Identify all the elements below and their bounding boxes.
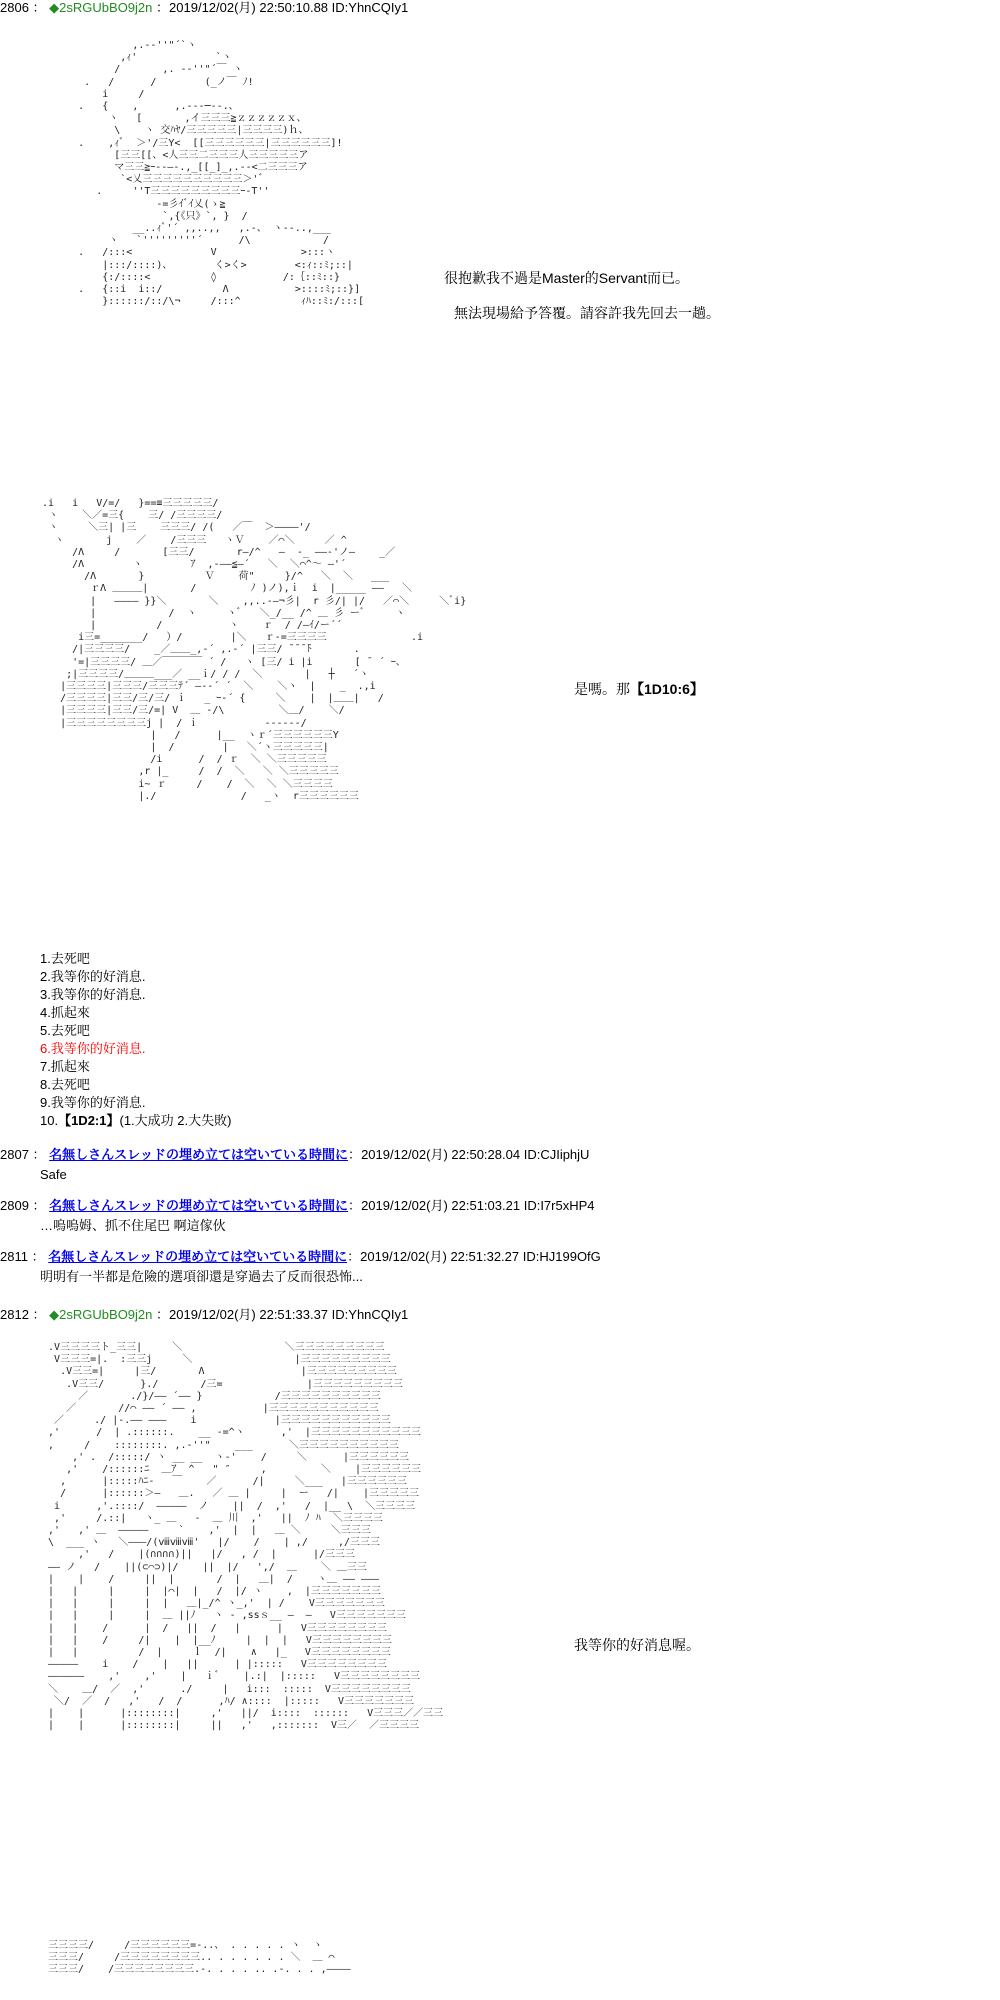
choice-item-selected: 6.我等你的好消息.: [40, 1041, 146, 1056]
post-date: 2019/12/02(月) 22:51:03.21: [361, 1198, 521, 1213]
post-id: ID:HJ199OfG: [522, 1249, 601, 1264]
post-number: 2811: [0, 1249, 28, 1264]
ascii-art-monster: .V三三三三ト_三三| ＼ ＼三三三三三三三三三 V三三三=|. :三三j ＼ |三三三三三三三三三 .V三三=| |三/ Λ |三三三三三三三三三 .V三三/ }./ /三= |三三三三三三三三三 ／ ./}/―― ´―― } /三三三三三三三三三三 ／ //⌒ ―― ´ ―― , |三三三三三三三三三三三 ／ ./ |-.―― ――― i |三三三三三三三三三三三 ,' / | .::::::. __ -=^ヽ ,' |三三三三三三三三三三三 , / ::::::::. ,.-''" ___ ＼三三三三三三三三三三 ,' . /:::::/ ヽ __ __ ヽ‐' / ＼ |三三三三三三 ,' /::::::ﾆ ＿ｱ ^ " ″ , ＼ |三三三三三三 , |:::::ﾊﾆ- ￣ ／ /| ＼___ |三三三三三三 / |::::::＞― ＿. ／ ＿ | | ー /| |三三三三三 i ,'.::::/ ――――― ノ || / ,' / |__ \ ＼三三三三 ,' /.::| ヽ_ ＿ - ＿ 川 ,' || ﾉ ﾊ ＼三三三三 ,' ,' ＿ ――――― ` ,' | | ＿ ＼ ＼三三三 \ ___ ヽ ＼―――/(ⅷⅷⅷ' |/ / | ,/ ,/三三三 ,' / |(∩∩∩∩)|| |/ , / | |/三三三 ―― ノ / ||(⊂⌒⊃)|/ || |/ ',/ ＿ ＼ ＿三三 | | / || | / | ＿| / ヽ＿ ―― ――― | | | | |⌒| | / |/ ヽ , |三三三三三三三 | | | | | ＿|_/^ ヽ_,' | / V三三三三三三三 | | | | ＿ ||ﾉ ヽ ‐ ,ssｓ__ ― ― V三三三三三三三 | | / | / || / | | V三三三三三三三三 | | / /| | |__ﾉ | | | V三三三三三三三三 | | / | ｌ /| ∧ |_ V三三三三三三三三 ――――― i / | || | |::::: V三三三三三三三三 ―――――― ,' ,' | ｉﾞ |.:| |::::: V三三三三三三三三 ＼ ＿/ ／ ,' ./ | i::: ::::: V三三三三三三三三 ＼/ ／ / ,' / / ,ﾊ/ ∧:::: |::::: V三三三三三三三 | | |::::::::| ,' ||/ i:::: :::::: V三三三／／三三 | | |::::::::| || ,' ,::::::: V三／ ／三三三三: [48, 1342, 444, 1732]
post-number: 2807: [0, 1147, 29, 1162]
poster-name-link[interactable]: 名無しさんスレッドの埋め立ては空いている時間に: [49, 1198, 349, 1213]
choice-list: [40, 950, 231, 1130]
post-id: ID:I7r5xHP4: [523, 1198, 595, 1213]
dialogue-line: 無法現場給予答覆。請容許我先回去一趟。: [454, 305, 720, 321]
post-header-2812: 2812 ： ◆2sRGUbBO9j2n ：2019/12/02(月) 22:51:33.37 ID:YhnCQIy1: [0, 1307, 409, 1322]
dialogue-line: 很抱歉我不過是Master的Servant而已。: [444, 270, 690, 286]
ascii-art-knight: .i i V/=/ }==≡三三三三三/ ヽ ＼／=三{ 三/ /三三三三/ ヽ ＼三| |三 三三三/ /( ／￣ ＞――――'/ ヽ j ／ /三三三 ヽＶ ／⌒＼ ／ ^ /Λ / [三三/ r―/^ ― -_ ――-'ノ― _／ /Λ ヽ ｱ ,-――≦―´ ＼ ＼⌒^〜 ―'´ /Λ } Ｖ 荷" }/^ ＼ ＼ ___ ｒΛ ＿＿＿| / ﾉ )ノ),ｉ i |_____ ―― ＼ | ―――― }}＼ ＼ ,,..-―¬彡| r 彡/| |/ ／⌒＼ ＼ﾞi} | / ヽ ヽﾞ ＼_/__ /^ ＿ 彡 ーﾞ ヽ | / ヽ ｒ / /―ｲ/ー´´ i三=_______/ ）/ |＼ ｒ-=三三三三 .i /|三三三三/ _／＿＿_,-´ ,.-´ |三三/ ̄ ̄ ̄ ̄ﾄ . '=|三三三三/ ＿／￣￣￣￣ ´ / ヽ [三/ i |i [ ̄ ´ ｰ、 ;|三三三三/＿＿＿___／ __ｉ/ / / ＼ | ┼ ´ヽ |三三三三|三三三/三三三ﾃ´ ―-‐´ ´ ＼ ＼ヽ | _ .,i /三三三三|三三/三/三/ ｉ _ ｰ-´ { ＼ | |＿＿| / |三三三三|三三/三/=| V ＿ -/\ ＼＿/ ＼/ |三三三三三三三三j | / ｉ ------/ | / |__ ヽｒ´三三三三三三Y | / | ＼´ヽ三三三三三| /i / / ｒ ＼ ＼三三三三三 ,r |_ / / ＼ ＼ ＼三三三三三 i~ ｒ / / ＼ ＼ ＼三三三三 |./ / _ヽ r三三三三三三: [42, 498, 467, 802]
post-date: 2019/12/02(月) 22:51:33.37: [169, 1307, 329, 1322]
choice-item: 9.我等你的好消息.: [40, 1095, 146, 1110]
trip-diamond-icon: ◆: [49, 0, 60, 15]
post-date: 2019/12/02(月) 22:50:10.88: [169, 0, 329, 15]
tripcode: 2sRGUbBO9j2n: [59, 0, 153, 15]
choice-item: 2.我等你的好消息.: [40, 969, 146, 984]
ascii-art-servant: ,.-‐''"´`ヽ ,ｨ' `ヽ / ,. -‐''"´￣ ヽ . / / (_ノ￣ ﾉ! i / . { , ,.-‐‐─‐-.、 ヽ [ ,イ三三三≧ｚｚｚｚｚｘ、 \ ヽ 交ﾊﾔ/三三三三三|三三三三)ｈ、 . ,ｨﾞ ＞'/三Y< [[三三三三三三|三三三三三三]! [三三[[、<人三三二三三三人三三三三三ア マ三三≧ｰ‐‐―-.,_[[_]_,.-‐<二三三三ア `<乂三三三三三三三三三三＞'゛ . ''T三三三三三三三三三ｰ-T'' -=彡ｲﾞｲ乂(ゝ≧ `,{《只》`, } / __..ｨﾞ'´ ,,..,, ,.-、 ヽ‐-..,___ ヽ `'''''''''´ /\ / . /:::< V >:::ヽ |:::/::::)、 く>く> <:ｨ::ﾐ;::| {:/::::< ◊ /:｛::ﾐ::} . {::i i::/ Λ >::::ﾐ;::}] }::::::/::/\¬ /:::^ ｨﾊ::ﾐ:/:::[: [78, 40, 365, 308]
post-number: 2809: [0, 1198, 29, 1213]
post-date: 2019/12/02(月) 22:51:32.27: [360, 1249, 520, 1264]
post-number: 2806: [0, 0, 29, 15]
post-header-2811: 2811 ： 名無しさんスレッドの埋め立ては空いている時間に：2019/12/02(月) 22:51:32.27 ID:HJ199OfG: [0, 1249, 601, 1264]
poster-name-link[interactable]: 名無しさんスレッドの埋め立ては空いている時間に: [48, 1249, 348, 1264]
choice-item: 4.抓起來: [40, 1005, 90, 1020]
post-body: 明明有一半都是危險的選項卻還是穿過去了反而很恐怖...: [40, 1269, 363, 1284]
post-number: 2812: [0, 1307, 29, 1322]
post-header-2807: 2807 ： 名無しさんスレッドの埋め立ては空いている時間に：2019/12/02(月) 22:50:28.04 ID:CJIiphjU: [0, 1147, 590, 1162]
post-body: …嗚嗚姆、抓不住尾巴 啊這傢伙: [40, 1218, 226, 1233]
post-header-2809: 2809 ： 名無しさんスレッドの埋め立ては空いている時間に：2019/12/02(月) 22:51:03.21 ID:I7r5xHP4: [0, 1198, 595, 1213]
post-id: ID:YhnCQIy1: [331, 1307, 409, 1322]
choice-item-10: 10.【1D2:1】(1.大成功 2.大失敗): [40, 1113, 232, 1128]
choice-item: 8.去死吧: [40, 1077, 90, 1092]
dice-result: 【1D10:6】: [630, 681, 704, 697]
post-id: ID:CJIiphjU: [523, 1147, 590, 1162]
post-id: ID:YhnCQIy1: [331, 0, 409, 15]
post-date: 2019/12/02(月) 22:50:28.04: [361, 1147, 521, 1162]
post-body: Safe: [40, 1167, 67, 1182]
choice-item: 5.去死吧: [40, 1023, 90, 1038]
trip-diamond-icon: ◆: [49, 1307, 60, 1322]
choice-item: 1.去死吧: [40, 951, 90, 966]
ascii-art-partial: 三三三三/ /三三三三三三=-..、 . . . . . ヽ ヽ 三三三/ /三三三三三三三三.. . . . . . . ＼ ＿ ⌒ 三三三/ /三三三三三三三三.-. . . . .. .-. . . ,――――: [48, 1940, 351, 1976]
poster-name-link[interactable]: 名無しさんスレッドの埋め立ては空いている時間に: [49, 1147, 349, 1162]
choice-item: 3.我等你的好消息.: [40, 987, 146, 1002]
post-header-2806: 2806 ： ◆2sRGUbBO9j2n ：2019/12/02(月) 22:50:10.88 ID:YhnCQIy1: [0, 0, 409, 15]
dialogue-line: 是嗎。那【1D10:6】: [574, 681, 704, 697]
dialogue-line: 我等你的好消息喔。: [574, 1637, 700, 1653]
choice-item: 7.抓起來: [40, 1059, 90, 1074]
dice-result: 【1D2:1】: [58, 1113, 120, 1128]
tripcode: 2sRGUbBO9j2n: [59, 1307, 153, 1322]
